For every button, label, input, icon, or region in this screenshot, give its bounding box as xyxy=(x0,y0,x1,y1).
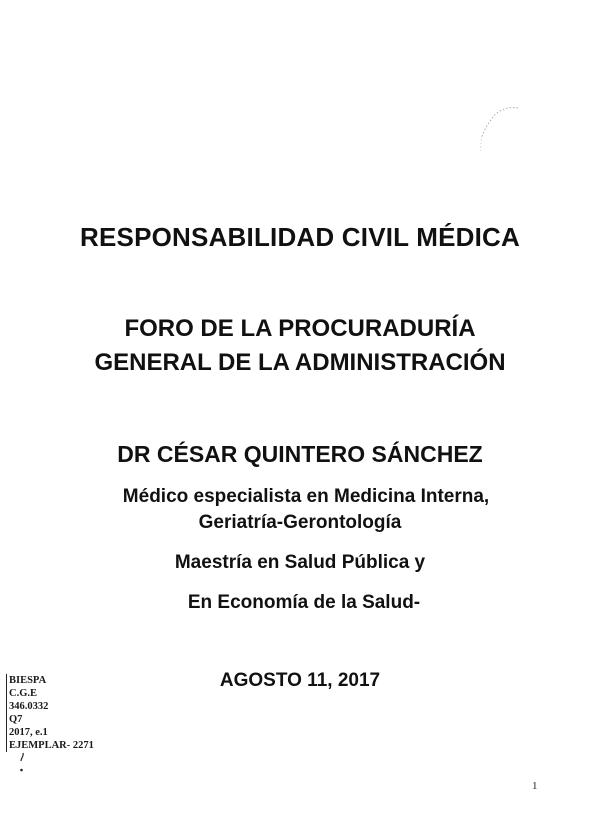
credential-line-2: Geriatría-Gerontología xyxy=(198,512,402,533)
forum-line-1: FORO DE LA PROCURADURÍA xyxy=(124,315,476,342)
scan-artifact-mark xyxy=(470,100,530,160)
catalog-line: C.G.E xyxy=(9,688,38,699)
credential-line-3: Maestría en Salud Pública y xyxy=(174,552,426,573)
credential-line-4: En Economía de la Salud- xyxy=(187,592,421,613)
catalog-line: Q7 xyxy=(9,714,23,725)
page-number: 1 xyxy=(532,780,538,792)
library-catalog-label xyxy=(6,674,94,752)
catalog-line: BIESPA xyxy=(9,675,47,686)
document-title: RESPONSABILIDAD CIVIL MÉDICA xyxy=(80,222,520,252)
catalog-line: 2017, e.1 xyxy=(9,727,48,738)
author-name: DR CÉSAR QUINTERO SÁNCHEZ xyxy=(117,441,483,467)
catalog-line: 346.0332 xyxy=(9,701,49,712)
ink-mark-icon xyxy=(18,752,26,774)
credential-line-1: Médico especialista en Medicina Interna, xyxy=(122,486,490,507)
forum-line-2: GENERAL DE LA ADMINISTRACIÓN xyxy=(94,349,506,376)
document-date: AGOSTO 11, 2017 xyxy=(219,670,381,691)
catalog-line: EJEMPLAR- 2271 xyxy=(9,740,94,751)
